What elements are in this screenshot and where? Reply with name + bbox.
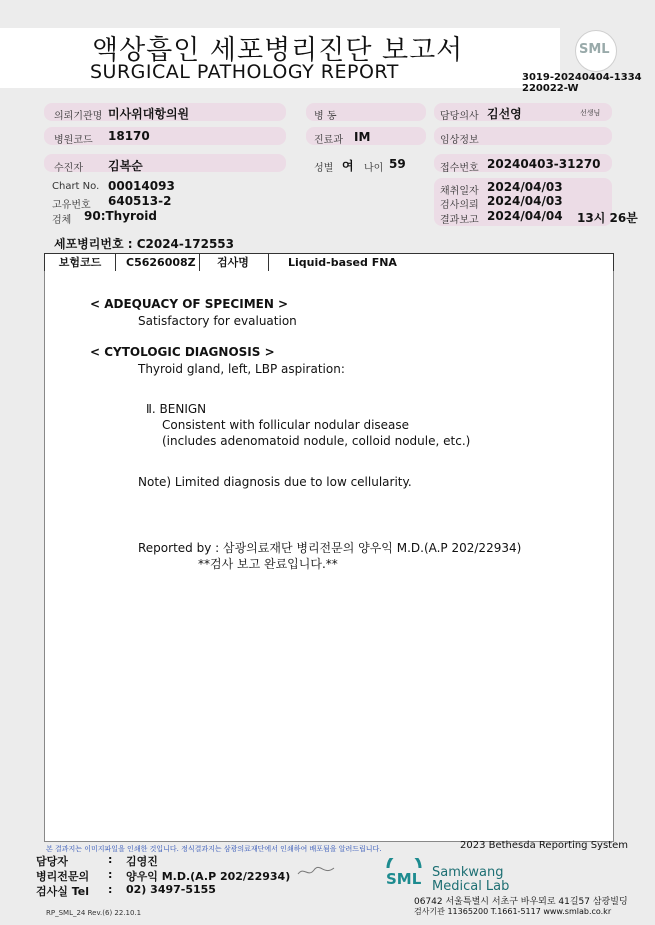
tel-value: 02) 3497-5155 [126, 883, 216, 896]
manager-label: 담당자 [36, 855, 68, 868]
collect-date-label: 채취일자 [440, 186, 479, 197]
pathologist-sep: : [108, 868, 113, 881]
specimen-value: 90:Thyroid [84, 209, 157, 223]
test-name-value: Liquid-based FNA [288, 256, 397, 269]
disclaimer: 본 결과지는 이미지파일을 인쇄한 것입니다. 정식결과지는 삼광의료재단에서 인쇄하여 배포됨을 알려드립니다. [46, 845, 382, 853]
doctor-label: 담당의사 [440, 111, 479, 122]
ward-label: 병 동 [314, 111, 337, 122]
request-date-label: 검사의뢰 [440, 200, 479, 211]
age-value: 59 [389, 157, 406, 171]
unique-no-value: 640513-2 [108, 194, 172, 208]
lab-name [432, 866, 509, 894]
document-id [522, 72, 642, 94]
document-id-line1: 3019-20240404-1334 [522, 72, 642, 83]
report-title-english: SURGICAL PATHOLOGY REPORT [90, 61, 399, 83]
logo-text: SML [579, 42, 610, 57]
sml-logo-icon [575, 30, 617, 72]
dept-value: IM [354, 130, 371, 144]
adequacy-text: Satisfactory for evaluation [138, 314, 297, 328]
diagnosis-detail: Consistent with follicular nodular disease [162, 418, 410, 432]
sex-value: 여 [342, 159, 354, 173]
reported-by: Reported by : 삼광의료재단 병리전문의 양우익 M.D.(A.P 202/22934) [138, 541, 522, 555]
manager-value: 김영진 [126, 855, 158, 868]
hospital-code-value: 18170 [108, 129, 150, 143]
bethesda-system: 2023 Bethesda Reporting System [460, 840, 628, 851]
pathologist-label: 병리전문의 [36, 870, 90, 883]
diagnosis-heading: < CYTOLOGIC DIAGNOSIS > [90, 345, 275, 359]
diagnosis-includes: (includes adenomatoid nodule, colloid nodule, etc.) [162, 434, 471, 448]
doctor-suffix: 선생님 [580, 109, 601, 117]
cytology-number: 세포병리번호 : C2024-172553 [54, 237, 234, 251]
lab-name-line1: Samkwang [432, 865, 504, 880]
pathologist-value: 양우익 M.D.(A.P 202/22934) [126, 870, 291, 883]
note-text: Note) Limited diagnosis due to low cellularity. [138, 475, 412, 489]
receipt-value: 20240403-31270 [487, 157, 601, 171]
signature-icon [296, 864, 336, 880]
form-code: RP_SML_24 Rev.(6) 22.10.1 [46, 909, 142, 917]
patient-name: 김복순 [108, 159, 143, 173]
clinical-info-label: 임상정보 [440, 135, 479, 146]
institution-label: 의뢰기관명 [54, 111, 103, 122]
doctor-value: 김선영 [487, 107, 522, 121]
hospital-code-label: 병원코드 [54, 135, 93, 146]
request-date-value: 2024/04/03 [487, 194, 563, 208]
insurance-code-value: C5626008Z [116, 254, 200, 272]
report-complete: **검사 보고 완료입니다.** [198, 557, 338, 571]
patient-label: 수진자 [54, 163, 83, 174]
insurance-code-label: 보험코드 [45, 254, 116, 272]
institution-value: 미사위대항의원 [108, 107, 190, 121]
collect-date-value: 2024/04/03 [487, 180, 563, 194]
result-date-value: 2024/04/04 [487, 209, 563, 223]
result-time-value: 13시 26분 [577, 211, 638, 225]
lab-contact: 검사기관 11365200 T.1661-5117 www.smlab.co.kr [414, 907, 612, 916]
code-row [44, 253, 614, 273]
tel-sep: : [108, 883, 113, 896]
unique-no-label: 고유번호 [52, 200, 91, 211]
chart-no-value: 00014093 [108, 179, 175, 193]
manager-sep: : [108, 853, 113, 866]
svg-text:SML: SML [386, 870, 422, 886]
age-label: 나이 [364, 163, 384, 174]
receipt-label: 접수번호 [440, 163, 479, 174]
specimen-label: 검체 [52, 215, 72, 226]
lab-address: 06742 서울특별시 서초구 바우뫼로 41길57 삼광빌딩 [414, 897, 628, 907]
lab-name-line2: Medical Lab [432, 879, 510, 894]
chart-no-label: Chart No. [52, 181, 100, 192]
samkwang-logo-icon [384, 858, 424, 886]
diagnosis-site: Thyroid gland, left, LBP aspiration: [138, 362, 345, 376]
test-name-label: 검사명 [201, 254, 269, 272]
result-date-label: 결과보고 [440, 215, 479, 226]
diagnosis-category: Ⅱ. BENIGN [146, 402, 207, 416]
document-id-line2: 220022-W [522, 83, 579, 94]
report-title-korean: 액상흡인 세포병리진단 보고서 [92, 35, 464, 66]
sex-label: 성별 [314, 163, 334, 174]
adequacy-heading: < ADEQUACY OF SPECIMEN > [90, 297, 289, 311]
tel-label: 검사실 Tel [36, 885, 89, 898]
dept-label: 진료과 [314, 135, 343, 146]
